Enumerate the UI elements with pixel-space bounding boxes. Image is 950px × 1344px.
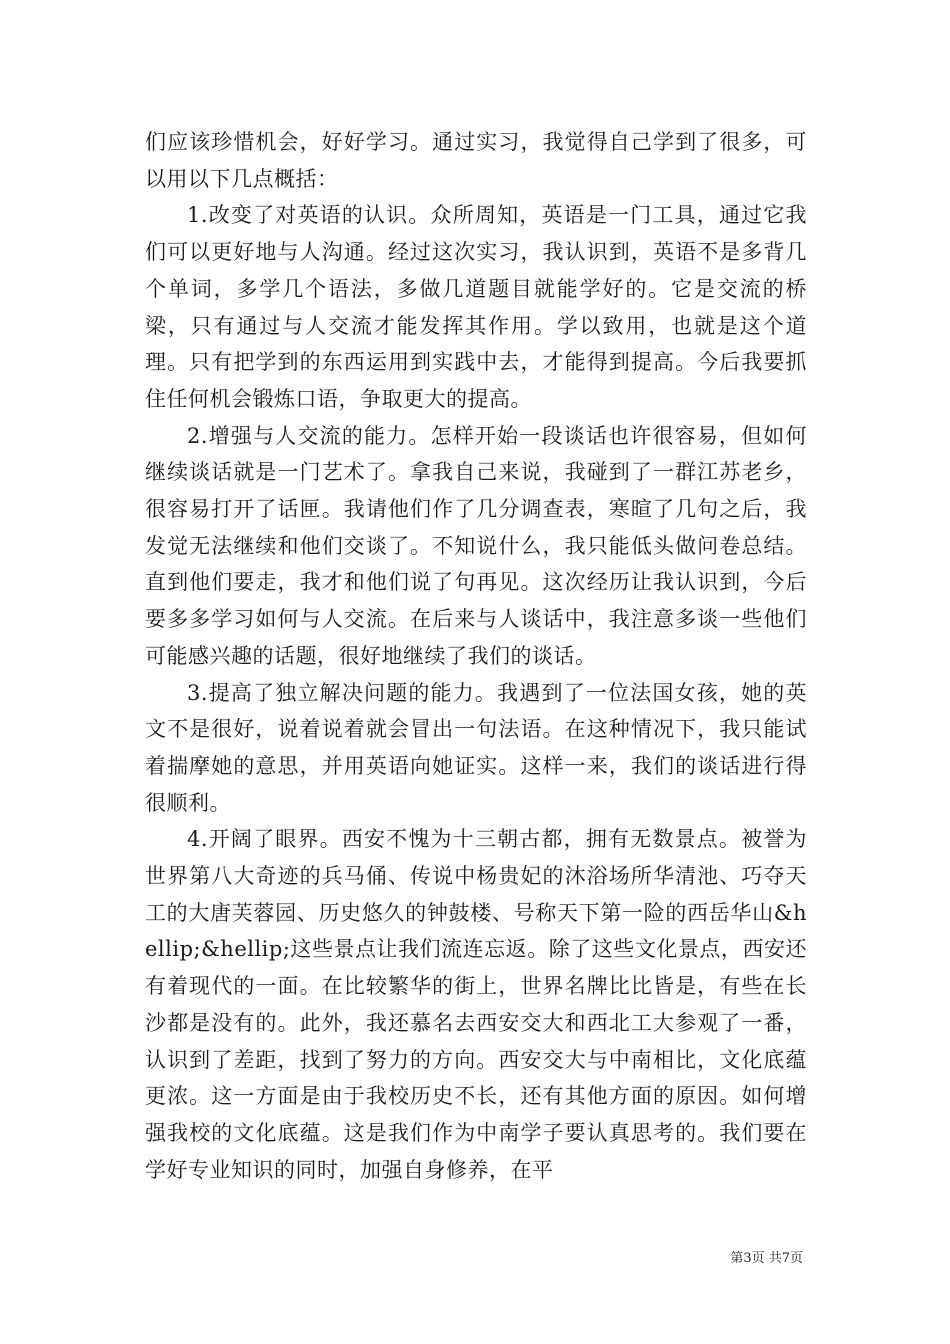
- paragraph-point-3: 3.提高了独立解决问题的能力。我遇到了一位法国女孩，她的英文不是很好，说着说着就会冒出一句法语。在这种情况下，我只能试着揣摩她的意思，并用英语向她证实。这样一来，我们的谈话进行得很顺利。: [145, 680, 807, 815]
- document-body: [145, 124, 807, 1188]
- paragraph-point-4: 4.开阔了眼界。西安不愧为十三朝古都，拥有无数景点。被誉为世界第八大奇迹的兵马俑、传说中杨贵妃的沐浴场所华清池、巧夺天工的大唐芙蓉园、历史悠久的钟鼓楼、号称天下第一险的西岳华山&hellip;&hellip;这些景点让我们流连忘返。除了这些文化景点，西安还有着现代的一面。在比较繁华的街上，世界名牌比比皆是，有些在长沙都是没有的。此外，我还慕名去西安交大和西北工大参观了一番，认识到了差距，找到了努力的方向。西安交大与中南相比，文化底蕴更浓。这一方面是由于我校历史不长，还有其他方面的原因。如何增强我校的文化底蕴。这是我们作为中南学子要认真思考的。我们要在学好专业知识的同时，加强自身修养，在平: [145, 827, 807, 1182]
- page-number-footer: 第3页 共7页: [730, 1251, 803, 1266]
- paragraph-intro: 们应该珍惜机会，好好学习。通过实习，我觉得自己学到了很多，可以用以下几点概括：: [145, 130, 807, 191]
- paragraph-point-1: 1.改变了对英语的认识。众所周知，英语是一门工具，通过它我们可以更好地与人沟通。经过这次实习，我认识到，英语不是多背几个单词，多学几个语法，多做几道题目就能学好的。它是交流的桥梁，只有通过与人交流才能发挥其作用。学以致用，也就是这个道理。只有把学到的东西运用到实践中去，才能得到提高。今后我要抓住任何机会锻炼口语，争取更大的提高。: [145, 203, 807, 411]
- paragraph-point-2: 2.增强与人交流的能力。怎样开始一段谈话也许很容易，但如何继续谈话就是一门艺术了。拿我自己来说，我碰到了一群江苏老乡，很容易打开了话匣。我请他们作了几分调查表，寒暄了几句之后，我发觉无法继续和他们交谈了。不知说什么，我只能低头做问卷总结。直到他们要走，我才和他们说了句再见。这次经历让我认识到，今后要多多学习如何与人交流。在后来与人谈话中，我注意多谈一些他们可能感兴趣的话题，很好地继续了我们的谈话。: [145, 423, 807, 668]
